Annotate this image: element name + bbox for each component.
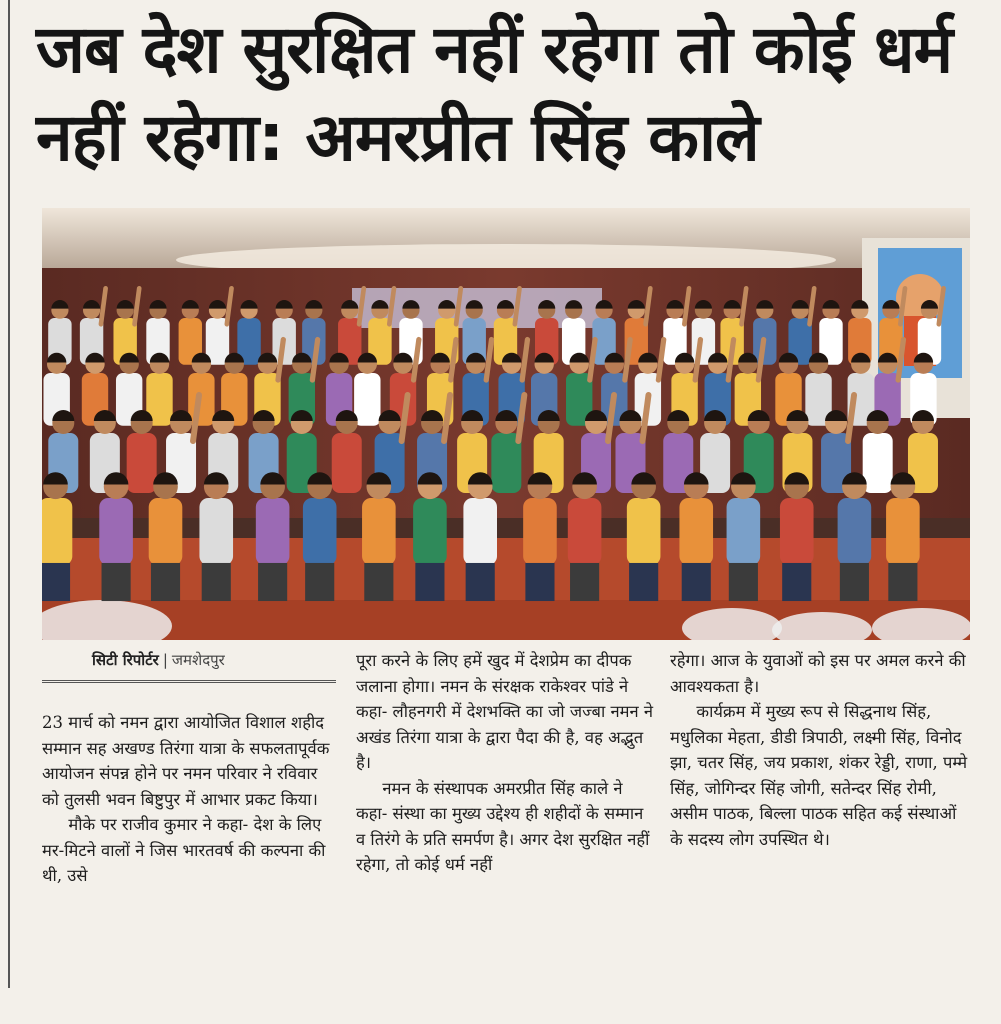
crowd-person-legs xyxy=(415,563,444,601)
crowd-person-legs xyxy=(42,563,70,601)
crowd-person-body xyxy=(727,498,761,565)
paragraph: कार्यक्रम में मुख्य रूप से सिद्धनाथ सिंह, मधुलिका मेहता, डीडी त्रिपाठी, लक्ष्मी सिंह, विनोद झा, चतर सिंह, जय प्रकाश, शंकर रेड्डी, राणा, पम्मे सिंह, जोगिन्दर सिंह जोगी, सतेन्दर सिंह रोमी, असीम पाठक, बिल्ला पाठक सहित कई संस्थाओं के सदस्य लोग उपस्थित थे। xyxy=(670,702,968,849)
crowd-person-legs xyxy=(202,563,231,601)
paragraph: रहेगा। आज के युवाओं को इस पर अमल करने की आवश्यकता है। xyxy=(670,651,966,696)
crowd-person-legs xyxy=(525,563,554,601)
crowd-person-body xyxy=(199,498,233,565)
crowd-person-body xyxy=(838,498,872,565)
group-photo xyxy=(42,208,970,640)
crowd-person-body xyxy=(362,498,396,565)
crowd-person-body xyxy=(149,498,183,565)
crowd-person-legs xyxy=(102,563,131,601)
crowd-person-body xyxy=(42,498,72,565)
crowd-person-legs xyxy=(782,563,811,601)
crowd-person-legs xyxy=(305,563,334,601)
crowd-person-body xyxy=(863,433,893,493)
crowd-person-body xyxy=(413,498,447,565)
crowd-person-body xyxy=(627,498,661,565)
paragraph: पूरा करने के लिए हमें खुद में देशप्रेम का दीपक जलाना होगा। नमन के संरक्षक राकेश्वर पांडे ने कहा- लौहनगरी में देशभक्ति का जो जज्बा नमन ने अखंड तिरंगा यात्रा के द्वारा पैदा की है, वह अद्भुत है। xyxy=(356,651,654,772)
crowd-person-legs xyxy=(888,563,917,601)
crowd-person-legs xyxy=(466,563,495,601)
crowd-person-body xyxy=(354,373,380,426)
crowd-person-body xyxy=(463,498,497,565)
crowd-person-body xyxy=(523,498,557,565)
article-column-3 xyxy=(670,648,972,852)
page-left-rule xyxy=(8,0,10,988)
byline xyxy=(92,650,332,670)
crowd-person-legs xyxy=(840,563,869,601)
crowd-person-body xyxy=(256,498,290,565)
crowd-person-legs xyxy=(364,563,393,601)
paragraph: नमन के संस्थापक अमरप्रीत सिंह काले ने कहा- संस्था का मुख्य उद्देश्य ही शहीदों के सम्मान व तिरंगे के प्रति समर्पण है। अगर देश सुरक्षित नहीं रहेगा, तो कोई धर्म नहीं xyxy=(356,778,650,874)
byline-reporter: सिटी रिपोर्टर xyxy=(92,651,159,669)
article-column-2 xyxy=(356,648,656,878)
crowd-person-body xyxy=(886,498,920,565)
crowd-person-body xyxy=(679,498,713,565)
crowd-person-body xyxy=(99,498,133,565)
crowd-person-body xyxy=(568,498,602,565)
crowd-person-legs xyxy=(629,563,658,601)
crowd-person-body xyxy=(127,433,157,493)
crowd-person-legs xyxy=(151,563,180,601)
crowd-person-legs xyxy=(258,563,287,601)
crowd-person-body xyxy=(303,498,337,565)
crowd-person-body xyxy=(332,433,362,493)
paragraph: मौके पर राजीव कुमार ने कहा- देश के लिए मर-मिटने वालों ने जिस भारतवर्ष की कल्पना की थी, उसे xyxy=(42,815,326,885)
crowd-person-legs xyxy=(682,563,711,601)
paragraph: 23 मार्च को नमन द्वारा आयोजित विशाल शहीद सम्मान सह अखण्ड तिरंगा यात्रा के सफलतापूर्वक आयोजन संपन्न होने पर नमन परिवार ने रविवार को तुलसी भवन बिष्टुपुर में आभार प्रकट किया। xyxy=(42,713,330,809)
crowd-person-legs xyxy=(729,563,758,601)
crowd-person-body xyxy=(780,498,814,565)
headline: जब देश सुरक्षित नहीं रहेगा तो कोई धर्म नहीं रहेगा: अमरप्रीत सिंह काले xyxy=(36,11,953,176)
crowd-person-legs xyxy=(570,563,599,601)
byline-location: जमशेदपुर xyxy=(171,651,225,669)
article-column-1 xyxy=(42,710,338,889)
byline-divider xyxy=(42,680,336,683)
byline-separator: | xyxy=(162,651,168,669)
